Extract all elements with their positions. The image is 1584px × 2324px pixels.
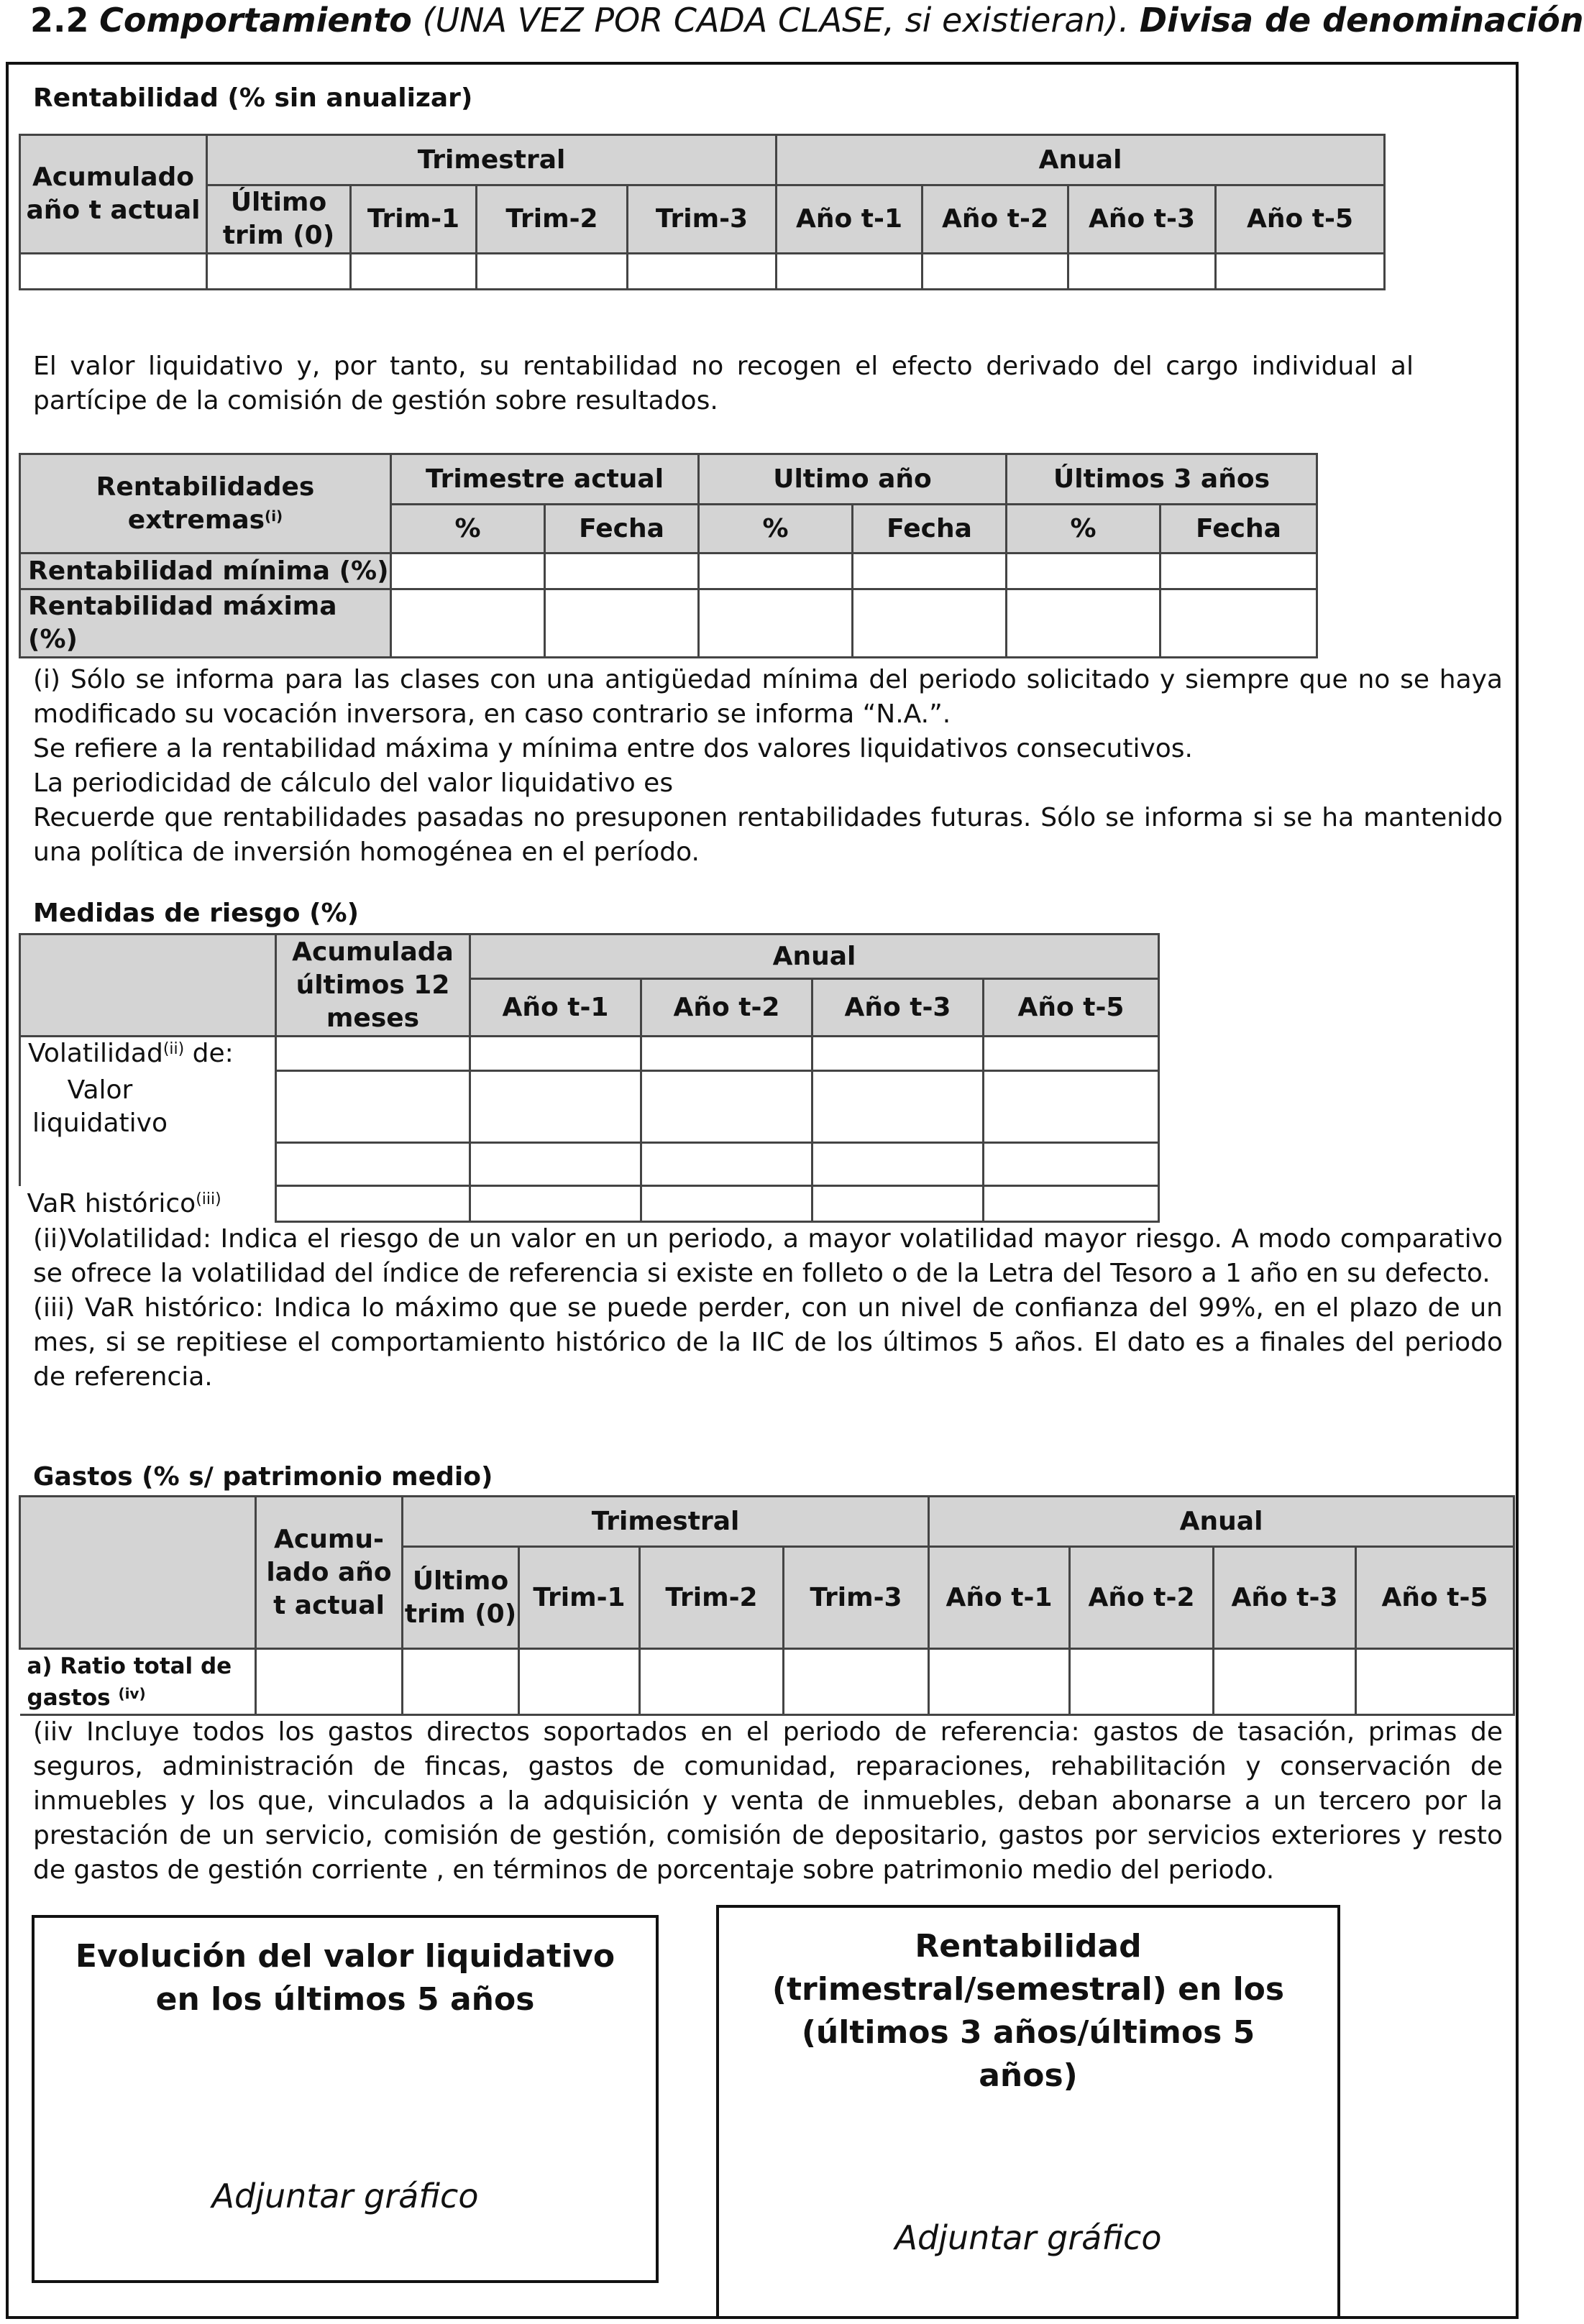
table-cell	[470, 1071, 641, 1143]
col-header: Año t-2	[641, 979, 812, 1037]
notes-ii	[33, 1222, 1503, 1395]
col-header: Trim-2	[477, 185, 628, 254]
table-cell	[545, 554, 699, 589]
table-cell	[641, 1037, 812, 1071]
table-cell	[1160, 554, 1317, 589]
table-cell	[276, 1037, 470, 1071]
group-trimestre-actual: Trimestre actual	[391, 454, 699, 505]
col-fecha: Fecha	[545, 505, 699, 554]
notes-i	[33, 663, 1503, 870]
col-header: Último trim (0)	[403, 1547, 519, 1649]
col-header: Año t-3	[1068, 185, 1216, 254]
table-cell	[207, 254, 351, 290]
col-anual: Anual	[470, 934, 1159, 979]
volatilidad-label: Volatilidad	[28, 1039, 163, 1069]
gastos-section-title: Gastos (% s/ patrimonio medio)	[33, 1462, 493, 1492]
valor-liquidativo-label: Valor liquidativo	[32, 1075, 168, 1138]
box-title: Evolución del valor liquidativo en los últimos 5 años	[75, 1938, 615, 2018]
col-anual: Anual	[777, 135, 1385, 185]
ratio-gastos-label: a) Ratio total de gastos	[27, 1653, 232, 1711]
table-cell	[391, 589, 545, 658]
box-title: Rentabilidad (trimestral/semestral) en los (últimos 3 años/últimos 5 años)	[772, 1928, 1285, 2094]
rentabilidad-section-title: Rentabilidad (% sin anualizar)	[33, 83, 473, 113]
table-cell	[628, 254, 777, 290]
note-line: Recuerde que rentabilidades pasadas no presuponen rentabilidades futuras. Sólo se informa si se ha mantenido una política de inversión homogénea en el período.	[33, 803, 1503, 867]
table-cell	[1160, 589, 1317, 658]
table-cell	[276, 1143, 470, 1186]
chart-box-rentabilidad	[716, 1905, 1340, 2319]
col-header: Año t-1	[777, 185, 923, 254]
heading-currency: Divisa de denominación	[1139, 1, 1584, 40]
col-acumulada: Acumulada últimos 12 meses	[276, 934, 470, 1037]
col-fecha: Fecha	[1160, 505, 1317, 554]
note-line: Se refiere a la rentabilidad máxima y mínima entre dos valores liquidativos consecutivos.	[33, 734, 1194, 763]
col-acumulado: Acumulado año t actual	[20, 135, 207, 254]
table-cell	[853, 554, 1007, 589]
group-ultimos-3-anos: Últimos 3 años	[1007, 454, 1317, 505]
table-cell	[641, 1143, 812, 1186]
extremas-header-text: Rentabilidades extremas	[96, 472, 315, 535]
table-cell	[699, 589, 853, 658]
col-header: Año t-1	[929, 1547, 1070, 1649]
table-cell	[470, 1143, 641, 1186]
table-cell	[477, 254, 628, 290]
col-anual: Anual	[929, 1497, 1514, 1547]
col-header: Trim-3	[628, 185, 777, 254]
table-cell	[641, 1071, 812, 1143]
col-header: Último trim (0)	[207, 185, 351, 254]
col-header: Trim-3	[784, 1547, 929, 1649]
row-rentabilidad-minima: Rentabilidad mínima (%)	[20, 554, 391, 589]
row-valor-liquidativo	[20, 1071, 276, 1143]
table-cell	[256, 1649, 403, 1715]
table-cell	[812, 1037, 984, 1071]
table-cell	[984, 1071, 1159, 1143]
table-cell	[812, 1186, 984, 1222]
col-header: Año t-1	[470, 979, 641, 1037]
chart-box-valor-liquidativo	[32, 1915, 659, 2283]
table-cell	[1007, 554, 1160, 589]
rentabilidad-table	[19, 134, 1386, 290]
table-cell	[984, 1186, 1159, 1222]
table-cell	[812, 1071, 984, 1143]
gastos-table	[19, 1495, 1515, 1716]
col-header: Trim-2	[640, 1547, 784, 1649]
col-header: Año t-2	[1070, 1547, 1214, 1649]
col-pct: %	[699, 505, 853, 554]
table-cell	[470, 1037, 641, 1071]
table-cell	[20, 934, 276, 1037]
group-ultimo-ano: Ultimo año	[699, 454, 1007, 505]
riesgo-section-title: Medidas de riesgo (%)	[33, 899, 360, 928]
table-cell	[929, 1649, 1070, 1715]
col-header: Año t-5	[1356, 1547, 1514, 1649]
ratio-gastos-sup: (iv)	[118, 1685, 146, 1702]
table-cell	[20, 1143, 276, 1186]
table-cell	[984, 1143, 1159, 1186]
table-cell	[391, 554, 545, 589]
extremas-header-sup: (i)	[265, 507, 283, 525]
table-cell	[1216, 254, 1385, 290]
table-cell	[403, 1649, 519, 1715]
table-cell	[470, 1186, 641, 1222]
heading-note: (UNA VEZ POR CADA CLASE, si existieran).	[422, 1, 1130, 40]
table-cell	[641, 1186, 812, 1222]
table-cell	[20, 1497, 256, 1649]
table-cell	[1068, 254, 1216, 290]
table-cell	[276, 1186, 470, 1222]
col-acumulado: Acumu-lado año t actual	[256, 1497, 403, 1649]
note-line: (ii)Volatilidad: Indica el riesgo de un valor en un periodo, a mayor volatilidad mayor riesgo. A modo comparativo se ofrece la volatilidad del índice de referencia si existe en folleto o de la Letra del Tesoro a 1 año en su defecto.	[33, 1224, 1503, 1288]
extremas-table	[19, 453, 1318, 658]
table-cell	[640, 1649, 784, 1715]
var-label: VaR histórico	[27, 1188, 196, 1218]
col-header: Año t-5	[984, 979, 1159, 1037]
col-header: Año t-5	[1216, 185, 1385, 254]
col-pct: %	[1007, 505, 1160, 554]
volatilidad-sup: (ii)	[162, 1040, 185, 1059]
volatilidad-de: de:	[184, 1039, 234, 1069]
col-header: Año t-2	[923, 185, 1068, 254]
table-cell	[276, 1071, 470, 1143]
table-cell	[923, 254, 1068, 290]
box-attach-label: Adjuntar gráfico	[894, 2218, 1162, 2257]
rentabilidad-note: El valor liquidativo y, por tanto, su rentabilidad no recogen el efecto derivado del cargo individual al partícipe de la comisión de gestión sobre resultados.	[33, 352, 1414, 415]
page-heading	[30, 0, 1584, 40]
table-cell	[1356, 1649, 1514, 1715]
table-cell	[699, 554, 853, 589]
note-line: (i) Sólo se informa para las clases con una antigüedad mínima del periodo solicitado y siempre que no se haya modificado su vocación inversora, en caso contrario se informa “N.A.”.	[33, 665, 1503, 729]
gastos-note: (iiv Incluye todos los gastos directos soportados en el periodo de referencia: gastos de tasación, primas de seguros, administración de fincas, gastos de comunidad, reparaciones, rehabilitación y conservación de inmuebles y los que, vinculados a la adquisición y venta de inmuebles, deban abonarse a un tercero por la prestación de un servicio, comisión de gestión, comisión de depositario, gastos por servicios exteriores y resto de gastos de gestión corriente , en términos de porcentaje sobre patrimonio medio del periodo.	[33, 1717, 1503, 1885]
col-header: Año t-3	[812, 979, 984, 1037]
col-header: Trim-1	[519, 1547, 640, 1649]
extremas-header	[20, 454, 391, 554]
box-attach-label: Adjuntar gráfico	[211, 2177, 479, 2215]
row-rentabilidad-maxima: Rentabilidad máxima (%)	[20, 589, 391, 658]
col-pct: %	[391, 505, 545, 554]
note-line: (iii) VaR histórico: Indica lo máximo que se puede perder, con un nivel de confianza del 99%, en el plazo de un mes, si se repitiese el comportamiento histórico de la IIC de los últimos 5 años. El dato es a finales del periodo de referencia.	[33, 1293, 1503, 1392]
table-cell	[545, 589, 699, 658]
riesgo-table	[19, 933, 1160, 1223]
col-fecha: Fecha	[853, 505, 1007, 554]
col-header: Año t-3	[1214, 1547, 1356, 1649]
table-cell	[853, 589, 1007, 658]
table-cell	[351, 254, 477, 290]
row-volatilidad	[20, 1037, 276, 1071]
col-header: Trim-1	[351, 185, 477, 254]
table-cell	[784, 1649, 929, 1715]
table-cell	[777, 254, 923, 290]
table-cell	[1070, 1649, 1214, 1715]
col-trimestral: Trimestral	[207, 135, 777, 185]
table-cell	[1007, 589, 1160, 658]
note-line: La periodicidad de cálculo del valor liquidativo es	[33, 768, 674, 798]
heading-title: Comportamiento	[99, 1, 412, 40]
table-cell	[20, 254, 207, 290]
table-cell	[984, 1037, 1159, 1071]
col-trimestral: Trimestral	[403, 1497, 929, 1547]
var-sup: (iii)	[196, 1190, 221, 1208]
heading-number: 2.2	[30, 1, 89, 40]
row-var	[20, 1186, 276, 1222]
table-cell	[812, 1143, 984, 1186]
row-ratio-gastos	[20, 1649, 256, 1715]
table-cell	[519, 1649, 640, 1715]
table-cell	[1214, 1649, 1356, 1715]
